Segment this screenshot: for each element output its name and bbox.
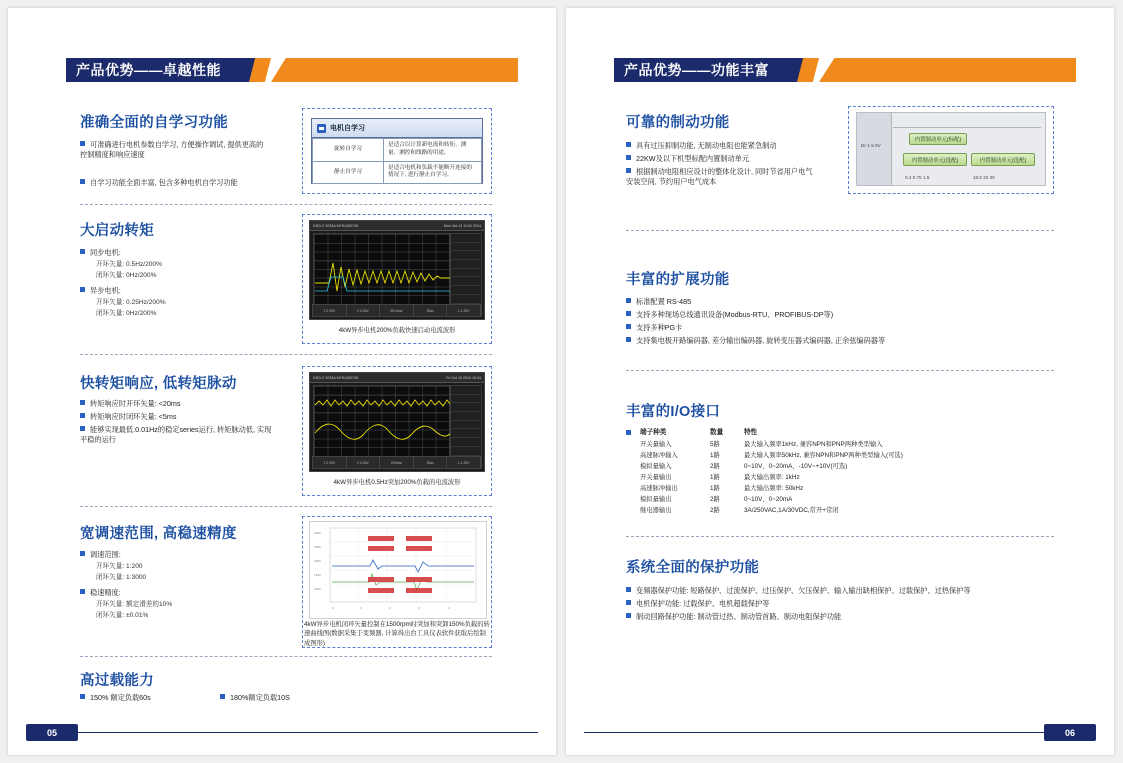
- io-bullet-marker: [626, 429, 636, 439]
- table-row: [640, 461, 911, 472]
- brake-side-label: Dr-1 5 0V: [861, 143, 881, 148]
- heading-speed-range: 宽调速范围, 高稳速精度: [80, 526, 237, 542]
- left-footer-line: [26, 732, 538, 733]
- svg-text:0: 0: [332, 606, 334, 610]
- divider-4: [80, 656, 492, 657]
- table-row: [313, 161, 482, 184]
- page-number-left: 05: [26, 724, 78, 741]
- page-number-right: 06: [1044, 724, 1096, 741]
- table-row: [640, 505, 911, 516]
- bullet-square-icon: [626, 430, 631, 435]
- caption-scope-1: 4kW异步电机200%负载快速启动电流波形: [338, 327, 456, 334]
- bullet-square-icon: [80, 249, 85, 254]
- io-cell: 0~10V、0~20mA: [744, 495, 793, 503]
- bullet-square-icon: [80, 426, 85, 431]
- bullet-prot-1: 变频器保护功能: 短路保护、过流保护、过压保护、欠压保护、输入输出缺相保护、过载保护、过热保护等: [626, 586, 971, 596]
- caption-plot: 4kW异步电机闭环矢量控制在1500rpm时突加和突卸150%负载的转速曲线图(数据采集于变频器, 计算得出台工具仪表软件获取后绘制成图形): [304, 621, 490, 647]
- right-section-title: 产品优势——功能丰富: [614, 58, 779, 82]
- bullet-torque-3: 能够实现最低.0.01Hz的稳定series运行, 转矩脉动低, 实现平稳的运行: [80, 425, 272, 445]
- brake-unit-label-optional-2: 内置制动单元(选配): [971, 153, 1035, 166]
- io-cell: 1路: [710, 484, 720, 492]
- scope-topbar: DSO-X 3034A MY51490745 Fri Oct 10 2014 10:34: [310, 373, 484, 383]
- svg-text:2: 2: [389, 606, 391, 610]
- io-cell: 1路: [710, 451, 720, 459]
- heading-torque-response: 快转矩响应, 低转矩脉动: [80, 376, 237, 392]
- page-left: [8, 8, 556, 755]
- table-row: [313, 139, 482, 162]
- io-cell: 2路: [710, 462, 720, 470]
- scope-side-panel: [450, 385, 482, 457]
- io-cell: 开关量输入: [640, 440, 672, 448]
- scope-topbar: DSO-X 3034A MY51490745 Mon Oct 13 11:51 2014: [310, 221, 484, 231]
- io-cell: 模拟量输出: [640, 495, 672, 503]
- sub-acc-1: 开环矢量: 额定滑差的10%: [96, 601, 173, 608]
- svg-text:3: 3: [418, 606, 420, 610]
- bullet-speed-accuracy: 稳速精度:: [80, 588, 121, 598]
- divider-1: [80, 204, 492, 205]
- bullet-torque-1: 转矩响应时开环矢量: <20ms: [80, 399, 180, 409]
- sub-sync-2: 闭环矢量: 0Hz/200%: [96, 272, 157, 279]
- header-orange-bar: [271, 58, 518, 82]
- brake-module-divider: [893, 127, 1041, 128]
- svg-text:1: 1: [360, 606, 362, 610]
- io-cell: 开关量输出: [640, 473, 672, 481]
- bullet-square-icon: [80, 179, 85, 184]
- sub-acc-2: 闭环矢量: ±0.01%: [96, 612, 149, 619]
- bullet-prot-3: 制动回路保护功能: 制动管过热、制动管首路、制动电阻保护功能: [626, 612, 841, 622]
- bullet-sync-motor: 同步电机:: [80, 248, 121, 258]
- page-right: [566, 8, 1114, 755]
- svg-text:1550: 1550: [314, 545, 321, 549]
- self-learning-table: [312, 138, 482, 184]
- bullet-square-icon: [626, 600, 631, 605]
- bullet-square-icon: [80, 141, 85, 146]
- bullet-square-icon: [80, 400, 85, 405]
- bullet-self-learning-2: 自学习功能全面丰富, 包含多种电机自学习功能: [80, 178, 280, 188]
- brake-module-figure: 内置制动单元(标配) 内置制动单元(选配) 内置制动单元(选配) Dr-1 5 0V 0.4 0.75 1.5 18.5 22 30: [856, 112, 1046, 186]
- module-icon: [317, 124, 326, 133]
- svg-text:1400: 1400: [314, 587, 321, 591]
- left-section-header: [66, 58, 518, 82]
- row-key: 旋转自学习: [313, 139, 384, 162]
- scope-waveform-1: [313, 233, 453, 307]
- io-cell: 最大输出频率: 1kHz: [744, 473, 800, 481]
- header-orange-bar: [819, 58, 1076, 82]
- heading-extension: 丰富的扩展功能: [626, 272, 730, 288]
- heading-brake: 可靠的制动功能: [626, 115, 730, 131]
- self-learning-figure-header: 电机自学习: [312, 119, 482, 138]
- speed-plot-svg: [310, 522, 484, 616]
- bullet-ext-2: 支持多种现场总线通讯设备(Modbus-RTU、PROFIBUS-DP等): [626, 310, 833, 320]
- bullet-square-icon: [626, 337, 631, 342]
- io-header-0: 端子种类: [640, 429, 667, 436]
- sub-range-1: 开环矢量: 1:200: [96, 563, 143, 570]
- bullet-brake-2: 22KW及以下机型标配内置制动单元: [626, 154, 749, 164]
- brake-unit-label-optional-1: 内置制动单元(选配): [903, 153, 967, 166]
- divider-r2: [626, 370, 1054, 371]
- heading-self-learning: 准确全面的自学习功能: [80, 115, 228, 131]
- table-row: [640, 450, 911, 461]
- bullet-ext-4: 支持集电极开路编码器, 差分输出编码器, 旋转变压器式编码器, 正余弦编码器等: [626, 336, 946, 346]
- heading-start-torque: 大启动转矩: [80, 223, 154, 239]
- io-table: [640, 427, 911, 516]
- io-cell: 3A/250VAC,1A/30VDC,常开+常闭: [744, 506, 839, 514]
- scope-waveform-2: [313, 385, 453, 459]
- bullet-square-icon: [626, 155, 631, 160]
- row-key: 静止自学习: [313, 161, 384, 184]
- bullet-ext-3: 支持多种PG卡: [626, 323, 682, 333]
- svg-text:1450: 1450: [314, 573, 321, 577]
- bullet-self-learning-1: 可准确进行电机参数自学习, 方便操作调试, 提供更高的控制精度和响应速度: [80, 140, 264, 160]
- io-cell: 高速脉冲输入: [640, 451, 678, 459]
- io-cell: 最大输入频率1kHz, 兼容NPN和PNP两种类型输入: [744, 440, 883, 448]
- caption-scope-2: 4kW异步电机0.5Hz突加200%负载的电流波形: [333, 479, 461, 486]
- svg-text:4: 4: [448, 606, 450, 610]
- heading-io: 丰富的I/O接口: [626, 404, 721, 420]
- svg-text:1500: 1500: [314, 559, 321, 563]
- svg-text:1600: 1600: [314, 531, 321, 535]
- bullet-square-icon: [80, 551, 85, 556]
- brake-unit-label-standard: 内置制动单元(标配): [909, 133, 967, 145]
- row-value: 是适合以计算新电流和转矩、测量、测控和线路的用途。: [384, 139, 482, 162]
- scope-side-panel: [450, 233, 482, 305]
- sub-async-1: 开环矢量: 0.25Hz/200%: [96, 299, 166, 306]
- io-cell: 0~10V、0~20mA、-10V~+10V(可选): [744, 462, 848, 470]
- left-section-title: 产品优势——卓越性能: [66, 58, 231, 82]
- bullet-square-icon: [80, 413, 85, 418]
- sub-async-2: 闭环矢量: 0Hz/200%: [96, 310, 157, 317]
- oscilloscope-figure-2: [309, 372, 485, 472]
- right-footer-line: [584, 732, 1096, 733]
- divider-r3: [626, 536, 1054, 537]
- bullet-async-motor: 异步电机:: [80, 286, 121, 296]
- bullet-square-icon: [626, 587, 631, 592]
- bullet-square-icon: [626, 613, 631, 618]
- bullet-square-icon: [626, 168, 631, 173]
- heading-protection: 系统全面的保护功能: [626, 560, 760, 576]
- bullet-square-icon: [626, 298, 631, 303]
- io-cell: 模拟量输入: [640, 462, 672, 470]
- bullet-prot-2: 电机保护功能: 过载保护、电机超载保护等: [626, 599, 769, 609]
- divider-r1: [626, 230, 1054, 231]
- io-cell: 高速脉冲输出: [640, 484, 678, 492]
- divider-3: [80, 506, 492, 507]
- sub-range-2: 闭环矢量: 1:3000: [96, 574, 147, 581]
- table-row: [640, 439, 911, 450]
- io-header-1: 数量: [710, 429, 724, 436]
- scope-bottom-bar: 1 2.00V 2 2.00V 200ms/ Stop 1 1.20V: [312, 456, 482, 469]
- io-cell: 继电器输出: [640, 506, 672, 514]
- bullet-square-icon: [220, 694, 225, 699]
- bullet-overload-1: 150% 额定负载60s: [80, 693, 151, 703]
- bullet-overload-2: 180%额定负载10S: [220, 693, 290, 703]
- bullet-square-icon: [80, 589, 85, 594]
- bullet-torque-2: 转矩响应时闭环矢量: <5ms: [80, 412, 176, 422]
- io-cell: 5路: [710, 440, 720, 448]
- bullet-speed-range: 调速范围:: [80, 550, 121, 560]
- brake-module-left-panel: [857, 113, 892, 185]
- io-header-2: 特性: [744, 429, 758, 436]
- bullet-square-icon: [626, 142, 631, 147]
- io-cell: 最大输入频率50kHz, 兼容NPN和PNP两种类型输入(可选): [744, 451, 903, 459]
- io-cell: 1路: [710, 473, 720, 481]
- bullet-brake-1: 具有过压抑制功能, 无制动电阻也能紧急制动: [626, 141, 777, 151]
- bullet-square-icon: [80, 287, 85, 292]
- speed-plot-figure: [309, 521, 487, 619]
- table-row: [640, 483, 911, 494]
- table-row: [640, 472, 911, 483]
- table-row: [640, 494, 911, 505]
- io-cell: 2路: [710, 506, 720, 514]
- bullet-square-icon: [80, 694, 85, 699]
- divider-2: [80, 354, 492, 355]
- io-cell: 最大输出频率: 50kHz: [744, 484, 804, 492]
- bullet-brake-3: 根据制动电阻相应设计的整体化设计, 同时节省用户电气安装空间, 节约用户电气成本: [626, 167, 813, 187]
- sub-sync-1: 开环矢量: 0.5Hz/200%: [96, 261, 162, 268]
- bullet-square-icon: [626, 311, 631, 316]
- io-cell: 2路: [710, 495, 720, 503]
- heading-overload: 高过载能力: [80, 673, 154, 689]
- bullet-square-icon: [626, 324, 631, 329]
- right-section-header: [614, 58, 1076, 82]
- bullet-ext-1: 标准配置 RS-485: [626, 297, 691, 307]
- oscilloscope-figure-1: [309, 220, 485, 320]
- row-value: 是适合电机和负载不能断开连接的情况下, 进行静止自学习。: [384, 161, 482, 184]
- scope-bottom-bar: 1 2.00V 2 2.00V 50.0ms/ Stop 1 1.20V: [312, 304, 482, 317]
- self-learning-table-figure: [311, 118, 483, 184]
- io-table-header-row: [640, 427, 911, 439]
